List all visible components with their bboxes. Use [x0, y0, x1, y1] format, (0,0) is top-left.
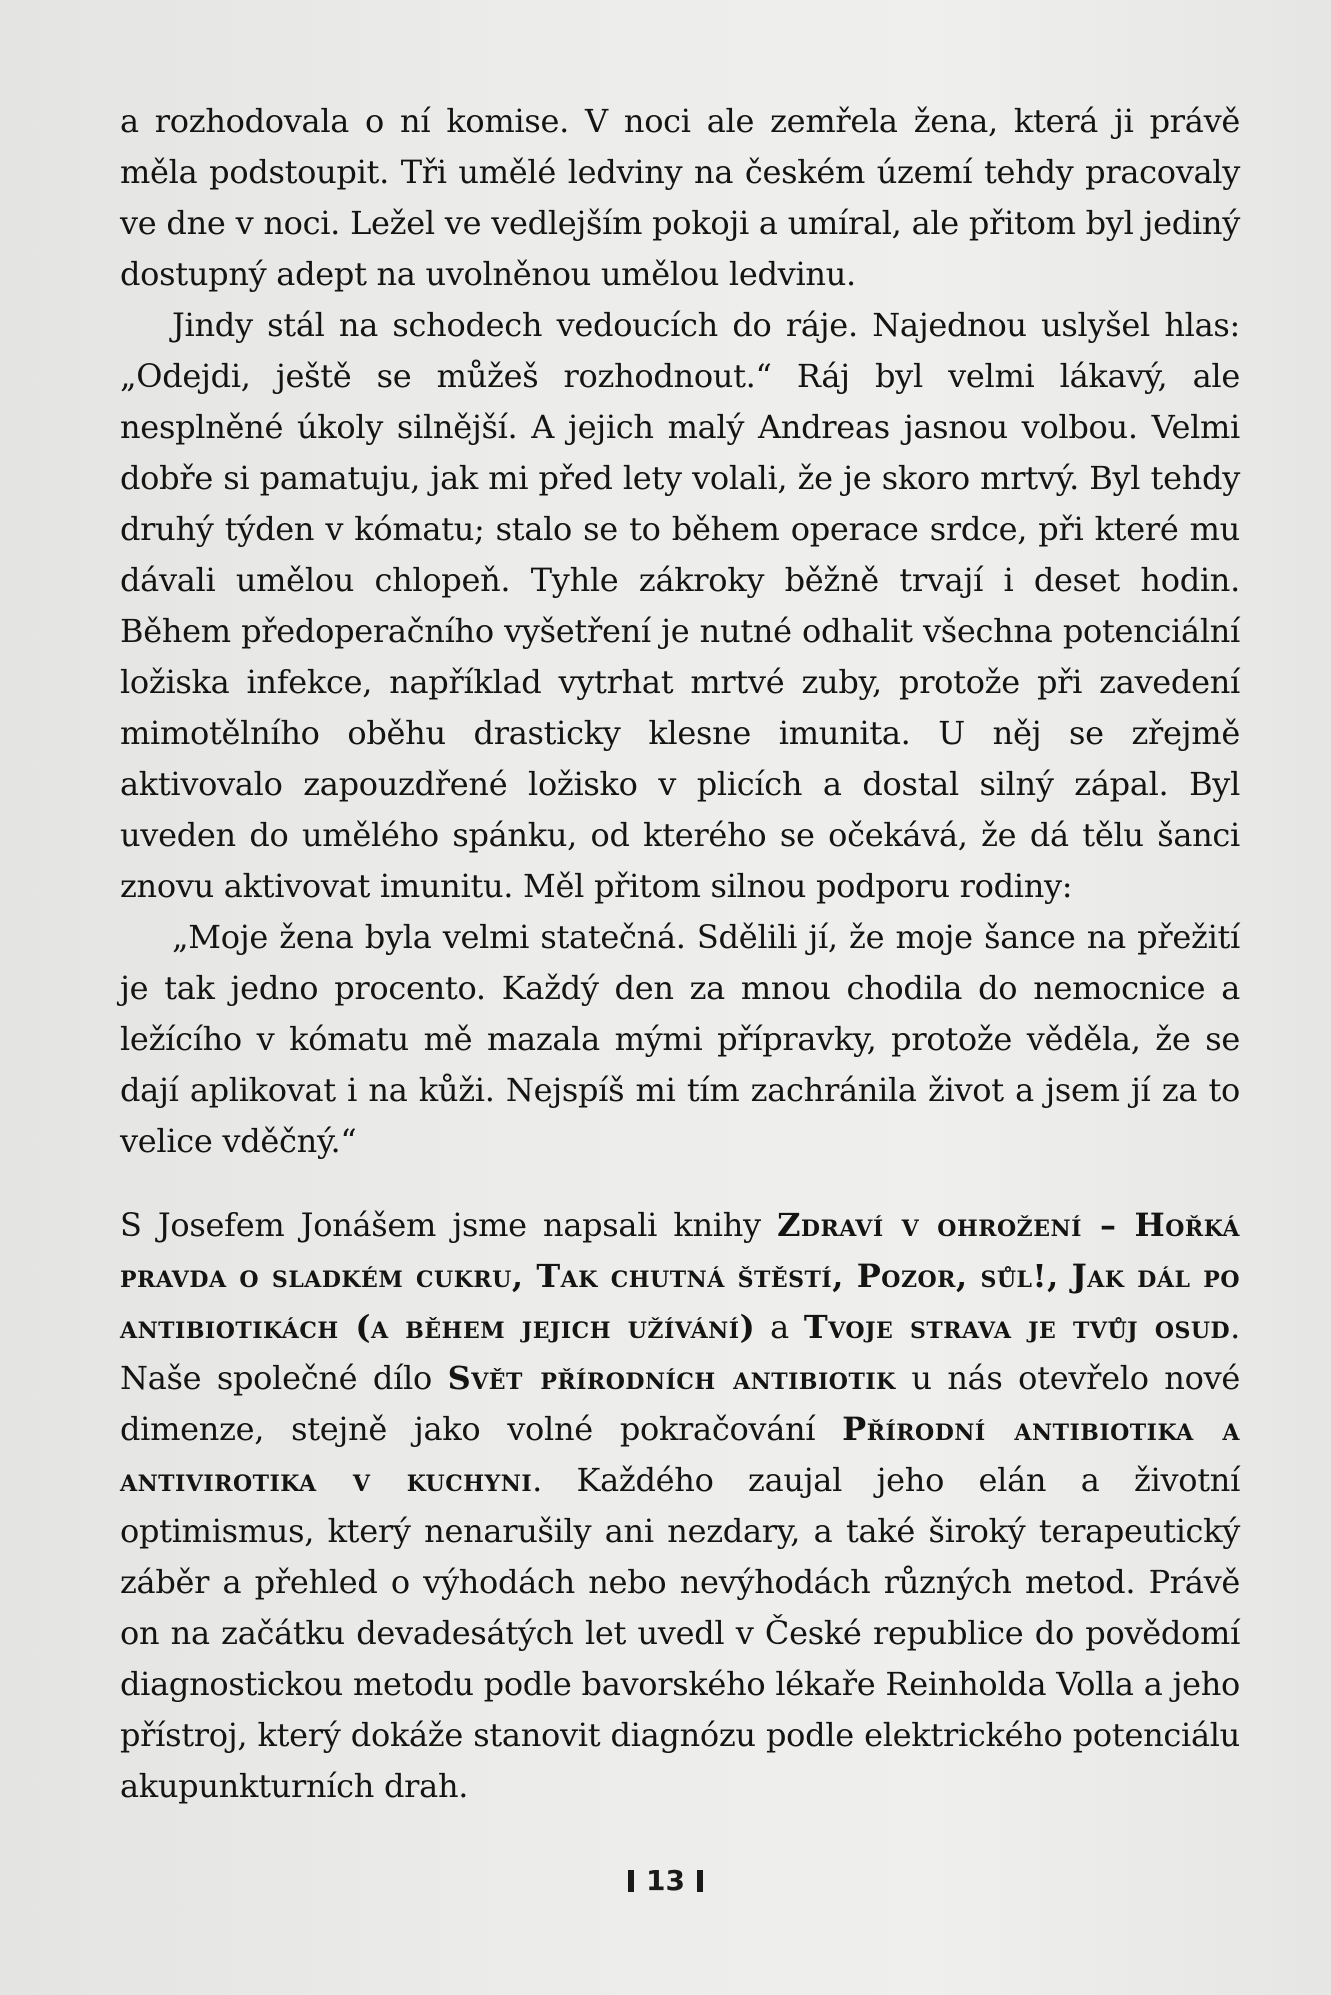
- text-run: S Josefem Jonášem jsme napsali knihy: [120, 1206, 778, 1244]
- folio-bar-right: [697, 1870, 703, 1892]
- text-run: . Naše společné dílo: [120, 1308, 1241, 1397]
- page-number: 13: [646, 1864, 685, 1897]
- paragraph-continuation: a rozhodovala o ní komise. V noci ale zemřela žena, která ji právě měla podstoupit. Tři umělé ledviny na českém území tehdy pracovaly ve dne v noci. Ležel ve vedlejším pokoji a umíral, ale přitom byl jediný dostupný adept na uvolněnou umělou ledvinu.: [120, 102, 1240, 293]
- book-title: Tvoje strava je tvůj osud: [803, 1308, 1231, 1346]
- paragraph-books: [120, 1200, 1240, 1812]
- folio-bar-left: [628, 1870, 634, 1892]
- body-text-top: [120, 96, 1240, 1167]
- book-titles: Zdraví v ohrožení – Hořká pravda o sladkém cukru, Tak chutná štěstí, Pozor, sůl!, Jak dál po antibiotikách (a během jejich užívání): [120, 1206, 1240, 1346]
- paragraph-paradise: Jindy stál na schodech vedoucích do ráje. Najednou uslyšel hlas: „Odejdi, ještě se můžeš rozhodnout.“ Ráj byl velmi lákavý, ale nesplněné úkoly silnější. A jejich malý Andreas jasnou volbou. Velmi dobře si pamatuju, jak mi před lety volali, že je skoro mrtvý. Byl tehdy druhý týden v kómatu; stalo se to během operace srdce, při které mu dávali umělou chlopeň. Tyhle zákroky běžně trvají i deset hodin. Během předoperačního vyšetření je nutné odhalit všechna potenciální ložiska infekce, například vytrhat mrtvé zuby, protože při zavedení mimotělního oběhu drasticky klesne imunita. U něj se zřejmě aktivovalo zapouzdřené ložisko v plicích a dostal silný zápal. Byl uveden do umělého spánku, od kterého se očekává, že dá tělu šanci znovu aktivovat imunitu. Měl přitom silnou podporu rodiny:: [120, 306, 1240, 905]
- text-run: a: [755, 1308, 804, 1346]
- text-run: . Každého zaujal jeho elán a životní optimismus, který nenarušily ani nezdary, a také široký terapeutický záběr a přehled o výhodách nebo nevýhodách různých metod. Právě on na začátku devadesátých let uvedl v České republice do povědomí diagnostickou metodu podle bavorského lékaře Reinholda Volla a jeho přístroj, který dokáže stanovit diagnózu podle elektrického potenciálu akupunkturních drah.: [120, 1461, 1241, 1805]
- paragraph-quote: „Moje žena byla velmi statečná. Sdělili jí, že moje šance na přežití je tak jedno procento. Každý den za mnou chodila do nemocnice a ležícího v kómatu mě mazala mými přípravky, protože věděla, že se dají aplikovat i na kůži. Nejspíš mi tím zachránila život a jsem jí za to velice vděčný.“: [120, 918, 1240, 1160]
- book-title: Přírodní antibiotika a antivirotika v kuchyni: [120, 1410, 1240, 1499]
- book-title: Svět přírodních antibiotik: [447, 1359, 896, 1397]
- body-text-bottom: [120, 1200, 1240, 1812]
- page-number-footer: [0, 1864, 1331, 1897]
- text-run: u nás otevřelo nové dimenze, stejně jako volné pokračování: [120, 1359, 1240, 1448]
